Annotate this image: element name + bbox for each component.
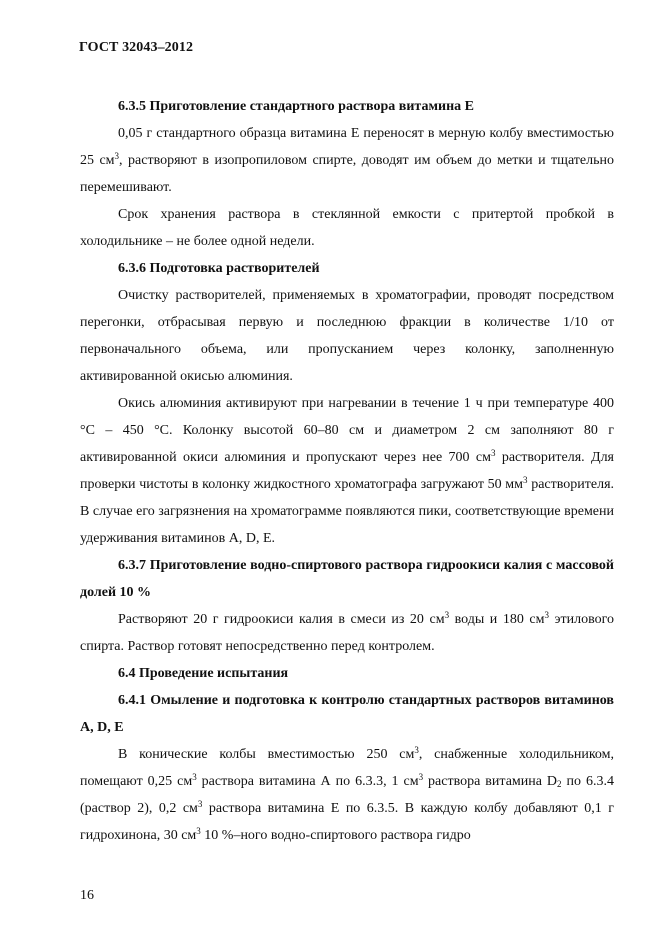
paragraph: В конические колбы вместимостью 250 $см^3$, снабженные холодильником, помещают 0,25 $см^3$ раствора витамина А по 6.3.3, 1 $см^3$ раствора витамина $D_2$ по 6.3.4 (раствор 2), 0,2 $см^3$ раствора витамина Е по 6.3.5. В каждую колбу добавляют 0,1 г гидрохинона, 30 $см^3$ 10 %–ного водно-спиртового раствора гидро (80, 745, 615, 843)
page-number: 16 (80, 888, 94, 903)
section-heading-6-4: 6.4 Проведение испытания (118, 666, 289, 681)
paragraph: Срок хранения раствора в стеклянной емкости с притертой пробкой в холодильнике – не более одной недели. (80, 207, 614, 249)
document-body (80, 93, 614, 849)
section-heading-6-3-7: 6.3.7 Приготовление водно-спиртового раствора гидроокиси калия с массовой долей 10 % (80, 558, 614, 600)
section-heading-6-4-1: 6.4.1 Омыление и подготовка к контролю стандартных растворов витаминов А, D, Е (80, 693, 614, 735)
paragraph: Растворяют 20 г гидроокиси калия в смеси из 20 $см^3$ воды и 180 $см^3$ этилового спирта. Раствор готовят непосредственно перед контролем. (80, 610, 615, 654)
paragraph: Окись алюминия активируют при нагревании в течение 1 ч при температуре 400 °С – 450 °С. Колонку высотой 60–80 см и диаметром 2 см заполняют 80 г активированной окиси алюминия и пропускают через нее 700 $см^3$ растворителя. Для проверки чистоты в колонку жидкостного хроматографа загружают 50 $мм^3$ растворителя. В случае его загрязнения на хроматограмме появляются пики, соответствующие времени удерживания витаминов А, D, Е. (80, 396, 615, 546)
paragraph: Очистку растворителей, применяемых в хроматографии, проводят посредством перегонки, отбрасывая первую и последнюю фракции в количестве 1/10 от первоначального объема, или пропусканием через колонку, заполненную активированной окисью алюминия. (80, 288, 614, 384)
paragraph: 0,05 г стандартного образца витамина Е переносят в мерную колбу вместимостью 25 $см^3$, растворяют в изопропиловом спирте, доводят им объем до метки и тщательно перемешивают. (80, 126, 614, 195)
section-heading-6-3-5: 6.3.5 Приготовление стандартного раствора витамина Е (118, 99, 474, 114)
document-header: ГОСТ 32043–2012 (79, 40, 194, 55)
section-heading-6-3-6: 6.3.6 Подготовка растворителей (118, 261, 320, 276)
